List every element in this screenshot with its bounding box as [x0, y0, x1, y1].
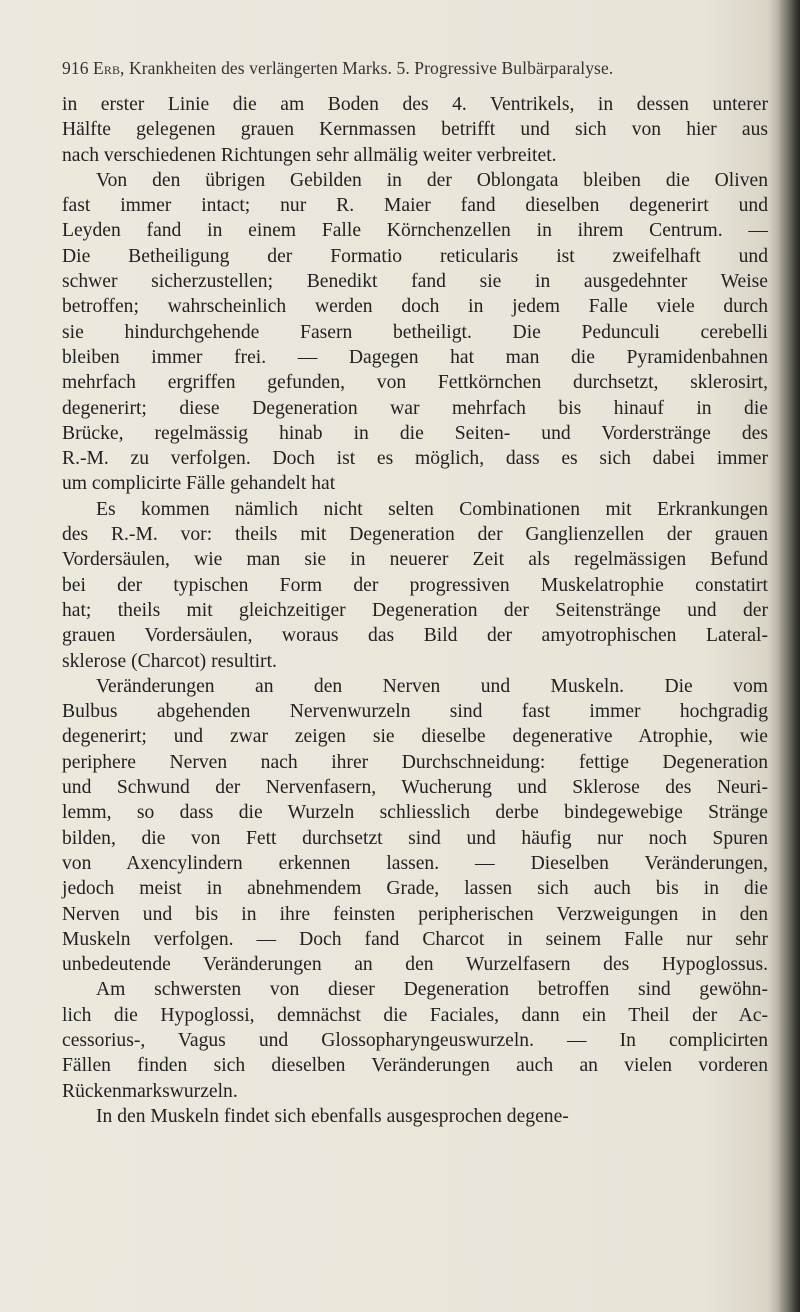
text-line: sklerose (Charcot) resultirt.: [62, 650, 277, 672]
text-line: hat; theils mit gleichzeitiger Degeneration der Seitenstränge und der: [62, 599, 768, 621]
text-line: Am schwersten von dieser Degeneration betroffen sind gewöhn-: [96, 979, 768, 1001]
text-line: schwer sicherzustellen; Benedikt fand sie in ausgedehnter Weise: [62, 271, 768, 293]
text-line: Die Betheiligung der Formatio reticularis ist zweifelhaft und: [62, 245, 768, 267]
header-author: Erb: [93, 58, 121, 78]
text-line: Rückenmarkswurzeln.: [62, 1080, 238, 1102]
text-line: Hälfte gelegenen grauen Kernmassen betrifft und sich von hier aus: [62, 119, 768, 141]
text-line: Es kommen nämlich nicht selten Combinationen mit Erkrankungen: [96, 498, 768, 520]
text-line: In den Muskeln findet sich ebenfalls ausgesprochen degene-: [96, 1105, 569, 1127]
text-line: bleiben immer frei. — Dagegen hat man die Pyramidenbahnen: [62, 346, 768, 368]
body-text: [62, 92, 768, 1129]
text-line: Muskeln verfolgen. — Doch fand Charcot in seinem Falle nur sehr: [62, 928, 768, 950]
text-line: bei der typischen Form der progressiven Muskelatrophie constatirt: [62, 574, 768, 596]
text-line: fast immer intact; nur R. Maier fand dieselben degenerirt und: [62, 195, 768, 217]
text-line: lich die Hypoglossi, demnächst die Faciales, dann ein Theil der Ac-: [62, 1004, 768, 1026]
text-line: Bulbus abgehenden Nervenwurzeln sind fast immer hochgradig: [62, 701, 768, 723]
text-line: unbedeutende Veränderungen an den Wurzelfasern des Hypoglossus.: [62, 954, 768, 976]
text-line: Veränderungen an den Nerven und Muskeln. Die vom: [96, 675, 768, 697]
text-line: und Schwund der Nervenfasern, Wucherung und Sklerose des Neuri-: [62, 777, 768, 799]
text-line: cessorius-, Vagus und Glossopharyngeuswurzeln. — In complicirten: [62, 1029, 768, 1051]
page-edge-shadow: [778, 0, 800, 1312]
text-line: Vordersäulen, wie man sie in neuerer Zeit als regelmässigen Befund: [62, 549, 768, 571]
text-line: in erster Linie die am Boden des 4. Ventrikels, in dessen unterer: [62, 94, 768, 115]
text-line: jedoch meist in abnehmendem Grade, lassen sich auch bis in die: [62, 878, 768, 900]
header-title: Krankheiten des verlängerten Marks. 5. Progressive Bulbärparalyse.: [129, 58, 614, 78]
text-line: bilden, die von Fett durchsetzt sind und häufig nur noch Spuren: [62, 827, 768, 849]
text-line: periphere Nerven nach ihrer Durchschneidung: fettige Degeneration: [62, 751, 768, 773]
text-line: degenerirt; und zwar zeigen sie dieselbe degenerative Atrophie, wie: [62, 726, 768, 748]
text-line: Brücke, regelmässig hinab in die Seiten- und Vorderstränge des: [62, 422, 768, 444]
text-line: R.-M. zu verfolgen. Doch ist es möglich, dass es sich dabei immer: [62, 448, 768, 470]
text-line: um complicirte Fälle gehandelt hat: [62, 473, 336, 495]
text-line: mehrfach ergriffen gefunden, von Fettkörnchen durchsetzt, sklerosirt,: [62, 372, 768, 394]
text-line: Leyden fand in einem Falle Körnchenzellen in ihrem Centrum. —: [62, 220, 768, 242]
page-number: 916: [62, 58, 89, 78]
text-line: degenerirt; diese Degeneration war mehrfach bis hinauf in die: [62, 397, 768, 419]
text-line: lemm, so dass die Wurzeln schliesslich derbe bindegewebige Stränge: [62, 802, 768, 824]
text-line: Von den übrigen Gebilden in der Oblongata bleiben die Oliven: [96, 169, 768, 191]
running-header: 916 Erb, Krankheiten des verlängerten Marks. 5. Progressive Bulbärparalyse.: [62, 58, 614, 78]
text-line: Nerven und bis in ihre feinsten peripherischen Verzweigungen in den: [62, 903, 768, 925]
text-line: des R.-M. vor: theils mit Degeneration der Ganglienzellen der grauen: [62, 524, 768, 546]
text-line: grauen Vordersäulen, woraus das Bild der amyotrophischen Lateral-: [62, 625, 768, 647]
text-line: nach verschiedenen Richtungen sehr allmälig weiter verbreitet.: [62, 144, 557, 166]
text-line: sie hindurchgehende Fasern betheiligt. Die Pedunculi cerebelli: [62, 321, 768, 343]
text-line: Fällen finden sich dieselben Veränderungen auch an vielen vorderen: [62, 1055, 768, 1077]
text-line: von Axencylindern erkennen lassen. — Dieselben Veränderungen,: [62, 852, 768, 874]
text-line: betroffen; wahrscheinlich werden doch in jedem Falle viele durch: [62, 296, 768, 318]
